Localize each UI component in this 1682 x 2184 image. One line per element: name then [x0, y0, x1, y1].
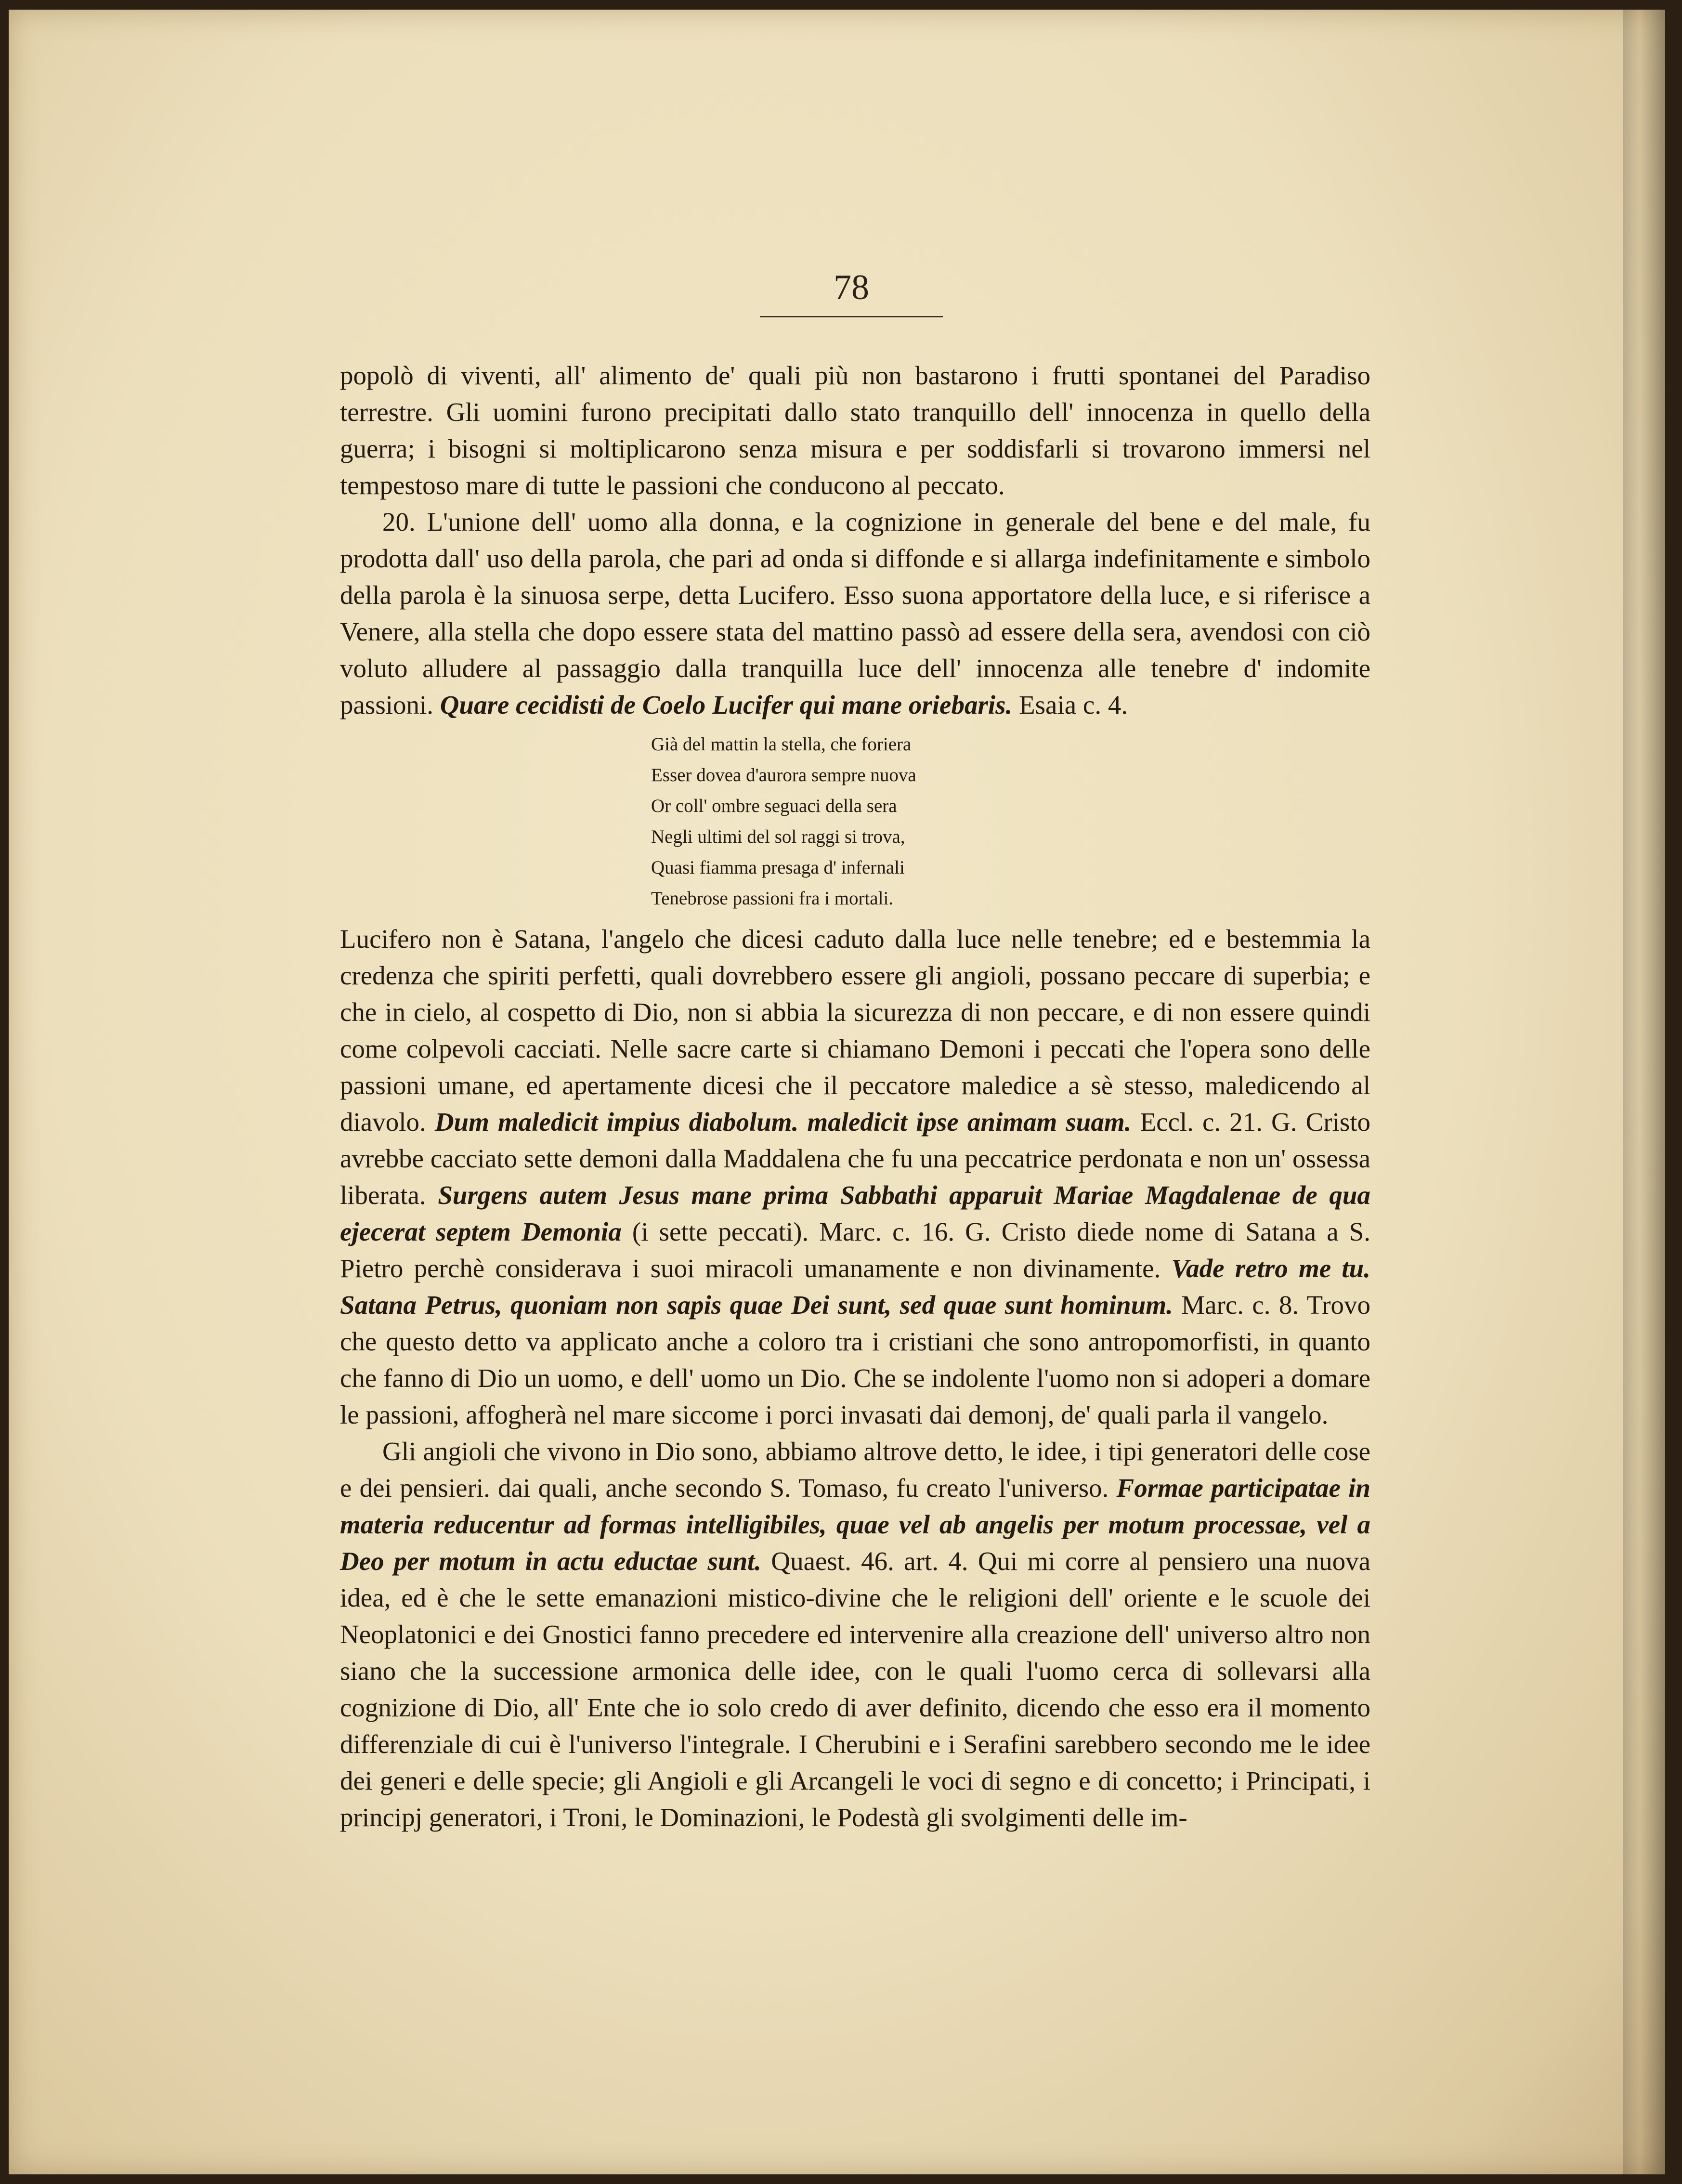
verse-line: Esser dovea d'aurora sempre nuova — [651, 765, 916, 785]
latin-quote-eccl: Dum maledicit impius diabolum. maledicit ipse animam suam. — [434, 1107, 1132, 1137]
page-number-rule — [760, 316, 943, 317]
book-page — [9, 10, 1665, 2174]
reference-isaiah: Esaia c. 4. — [1019, 690, 1128, 719]
verse-stanza — [340, 723, 1370, 921]
latin-quote-isaiah: Quare cecidisti de Coelo Lucifer qui mane oriebaris. — [440, 690, 1013, 719]
body-text — [340, 357, 1370, 1836]
page-edge-shadow — [1623, 10, 1665, 2174]
verse-line: Or coll' ombre seguaci della sera — [651, 796, 897, 816]
paragraph-continuation: popolò di viventi, all' alimento de' quali più non bastarono i frutti spontanei del Paradiso terrestre. Gli uomini furono precipitati dallo stato tranquillo dell' innocenza in quello della guerra; i bisogni si moltiplicarono senza misura e per soddisfarli si trovarono immersi nel tempestoso mare di tutte le passioni che conducono al peccato. — [340, 361, 1370, 500]
verse-line: Tenebrose passioni fra i mortali. — [651, 888, 894, 909]
paragraph-20 — [340, 504, 1370, 723]
angioli-text-b: Quaest. 46. art. 4. Qui mi corre al pensiero una nuova idea, ed è che le sette emanazioni mistico-divine che le religioni dell' oriente e le scuole dei Neoplatonici e dei Gnostici fanno precedere ed intervenire alla creazione dell' universo altro non siano che la successione armonica delle idee, con le quali l'uomo cerca di sollevarsi alla cognizione di Dio, all' Ente che io solo credo di aver definito, dicendo che esso era il momento differenziale di cui è l'universo l'integrale. I Cherubini e i Serafini sarebbero secondo me le idee dei generi e delle specie; gli Angioli e gli Arcangeli le voci di segno e di concetto; i Principati, i principj generatori, i Troni, le Dominazioni, le Podestà gli svolgimenti delle im- — [340, 1546, 1370, 1832]
latin-quote-marc16: Surgens autem Jesus mane prima Sabbathi apparuit Mariae Magdalenae de qua ejecerat septem Demonia — [340, 1180, 1370, 1246]
paragraph-angioli — [340, 1433, 1370, 1836]
verse-line: Quasi fiamma presaga d' infernali — [651, 857, 905, 878]
angioli-text-a: Gli angioli che vivono in Dio sono, abbiamo altrove detto, le idee, i tipi generatori delle cose e dei pensieri. dai quali, anche secondo S. Tomaso, fu creato l'universo. — [340, 1437, 1370, 1503]
paragraph-20-text: 20. L'unione dell' uomo alla donna, e la cognizione in generale del bene e del male, fu prodotta dall' uso della parola, che pari ad onda si diffonde e si allarga indefinitamente e simbolo della parola è la sinuosa serpe, detta Lucifero. Esso suona apportatore della luce, e si riferisce a Venere, alla stella che dopo essere stata del mattino passò ad essere della sera, avendosi con ciò voluto alludere al passaggio dalla tranquilla luce dell' innocenza alle tenebre d' indomite passioni. — [340, 507, 1370, 719]
paragraph-lucifero — [340, 921, 1370, 1433]
verse-line: Negli ultimi del sol raggi si trova, — [651, 826, 905, 847]
lucifero-text-a: Lucifero non è Satana, l'angelo che dicesi caduto dalla luce nelle tenebre; ed e bestemmia la credenza che spiriti perfetti, quali dovrebbero essere gli angioli, possano peccare di superbia; e che in cielo, al cospetto di Dio, non si abbia la sicurezza di non peccare, e di non essere quindi come colpevoli cacciati. Nelle sacre carte si chiamano Demoni i peccati che l'opera sono delle passioni umane, ed apertamente dicesi che il peccatore maledice a sè stesso, maledicendo al diavolo. — [340, 924, 1370, 1137]
latin-quote-aquinas: Formae participatae in materia reducentur ad formas intelligibiles, quae vel ab angelis per motum processae, vel a Deo per motum in actu eductae sunt. — [340, 1473, 1371, 1576]
latin-quote-marc8: Vade retro me tu. Satana Petrus, quoniam non sapis quae Dei sunt, sed quae sunt hominum. — [340, 1254, 1371, 1320]
verse-line: Già del mattin la stella, che foriera — [651, 734, 912, 755]
lucifero-text-d: Marc. c. 8. Trovo che questo detto va applicato anche a coloro tra i cristiani che sono antropomorfisti, in quanto che fanno di Dio un uomo, e dell' uomo un Dio. Che se indolente l'uomo non si adoperi a domare le passioni, affogherà nel mare siccome i porci invasati dai demonj, de' quali parla il vangelo. — [340, 1290, 1370, 1429]
lucifero-text-c: (i sette peccati). Marc. c. 16. G. Cristo diede nome di Satana a S. Pietro perchè considerava i suoi miracoli umanamente e non divinamente. — [340, 1217, 1371, 1283]
page-number: 78 — [834, 268, 869, 307]
lucifero-text-b: Eccl. c. 21. G. Cristo avrebbe cacciato sette demoni dalla Maddalena che fu una peccatrice perdonata e non un' ossessa liberata. — [340, 1107, 1371, 1210]
